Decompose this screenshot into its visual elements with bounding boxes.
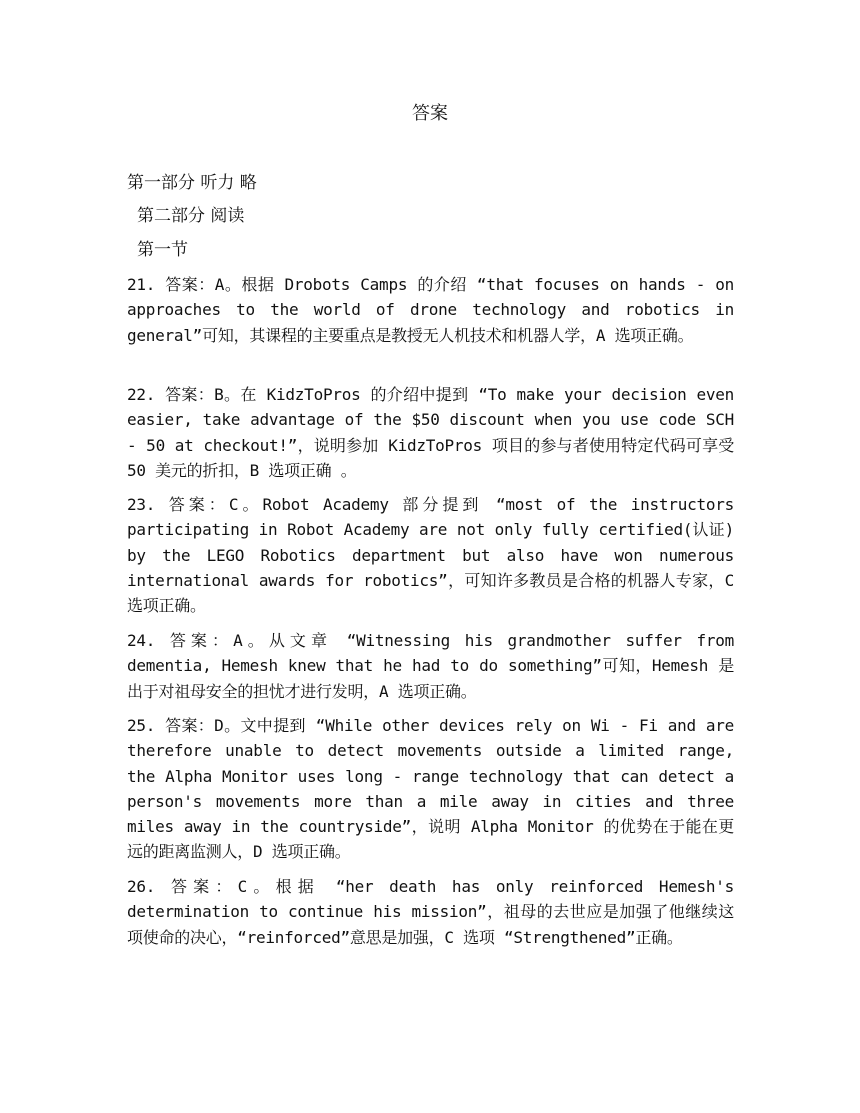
section-heading-listening: 第一部分 听力 略 bbox=[127, 173, 257, 193]
answer-item-26: 26. 答案：C。根据 “her death has only reinforced Hemesh's determination to continue his mission”，祖母的去世应是加强了他继续这项使命的决心，“reinforced”意思是加强，C 选项 “Strengthened”正确。 bbox=[127, 877, 734, 947]
answer-item-24: 24. 答案：A。从文章 “Witnessing his grandmother suffer from dementia, Hemesh knew that he had to do something”可知，Hemesh 是出于对祖母安全的担忧才进行发明，A 选项正确。 bbox=[127, 631, 734, 701]
section-heading-reading: 第二部分 阅读 bbox=[137, 206, 245, 226]
page-title: 答案 bbox=[412, 103, 448, 124]
answer-item-23: 23. 答案：C。Robot Academy 部分提到 “most of the instructors participating in Robot Academy are not only fully certified(认证) by the LEGO Robotics department but also have won numerous international awards for robotics”，可知许多教员是合格的机器人专家，C 选项正确。 bbox=[127, 495, 734, 616]
subsection-heading-part-one: 第一节 bbox=[137, 240, 188, 260]
answer-item-22: 22. 答案：B。在 KidzToPros 的介绍中提到 “To make your decision even easier, take advantage of the $50 discount when you use code SCH - 50 at checkout!”，说明参加 KidzToPros 项目的参与者使用特定代码可享受 50 美元的折扣，B 选项正确 。 bbox=[127, 385, 734, 480]
answer-item-21: 21. 答案：A。根据 Drobots Camps 的介绍 “that focuses on hands - on approaches to the world of drone technology and robotics in general”可知，其课程的主要重点是教授无人机技术和机器人学，A 选项正确。 bbox=[127, 275, 734, 345]
answer-item-25: 25. 答案：D。文中提到 “While other devices rely on Wi - Fi and are therefore unable to detect movements outside a limited range, the Alpha Monitor uses long - range technology that can detect a person's movements more than a mile away in cities and three miles away in the countryside”，说明 Alpha Monitor 的优势在于能在更远的距离监测人，D 选项正确。 bbox=[127, 716, 734, 862]
